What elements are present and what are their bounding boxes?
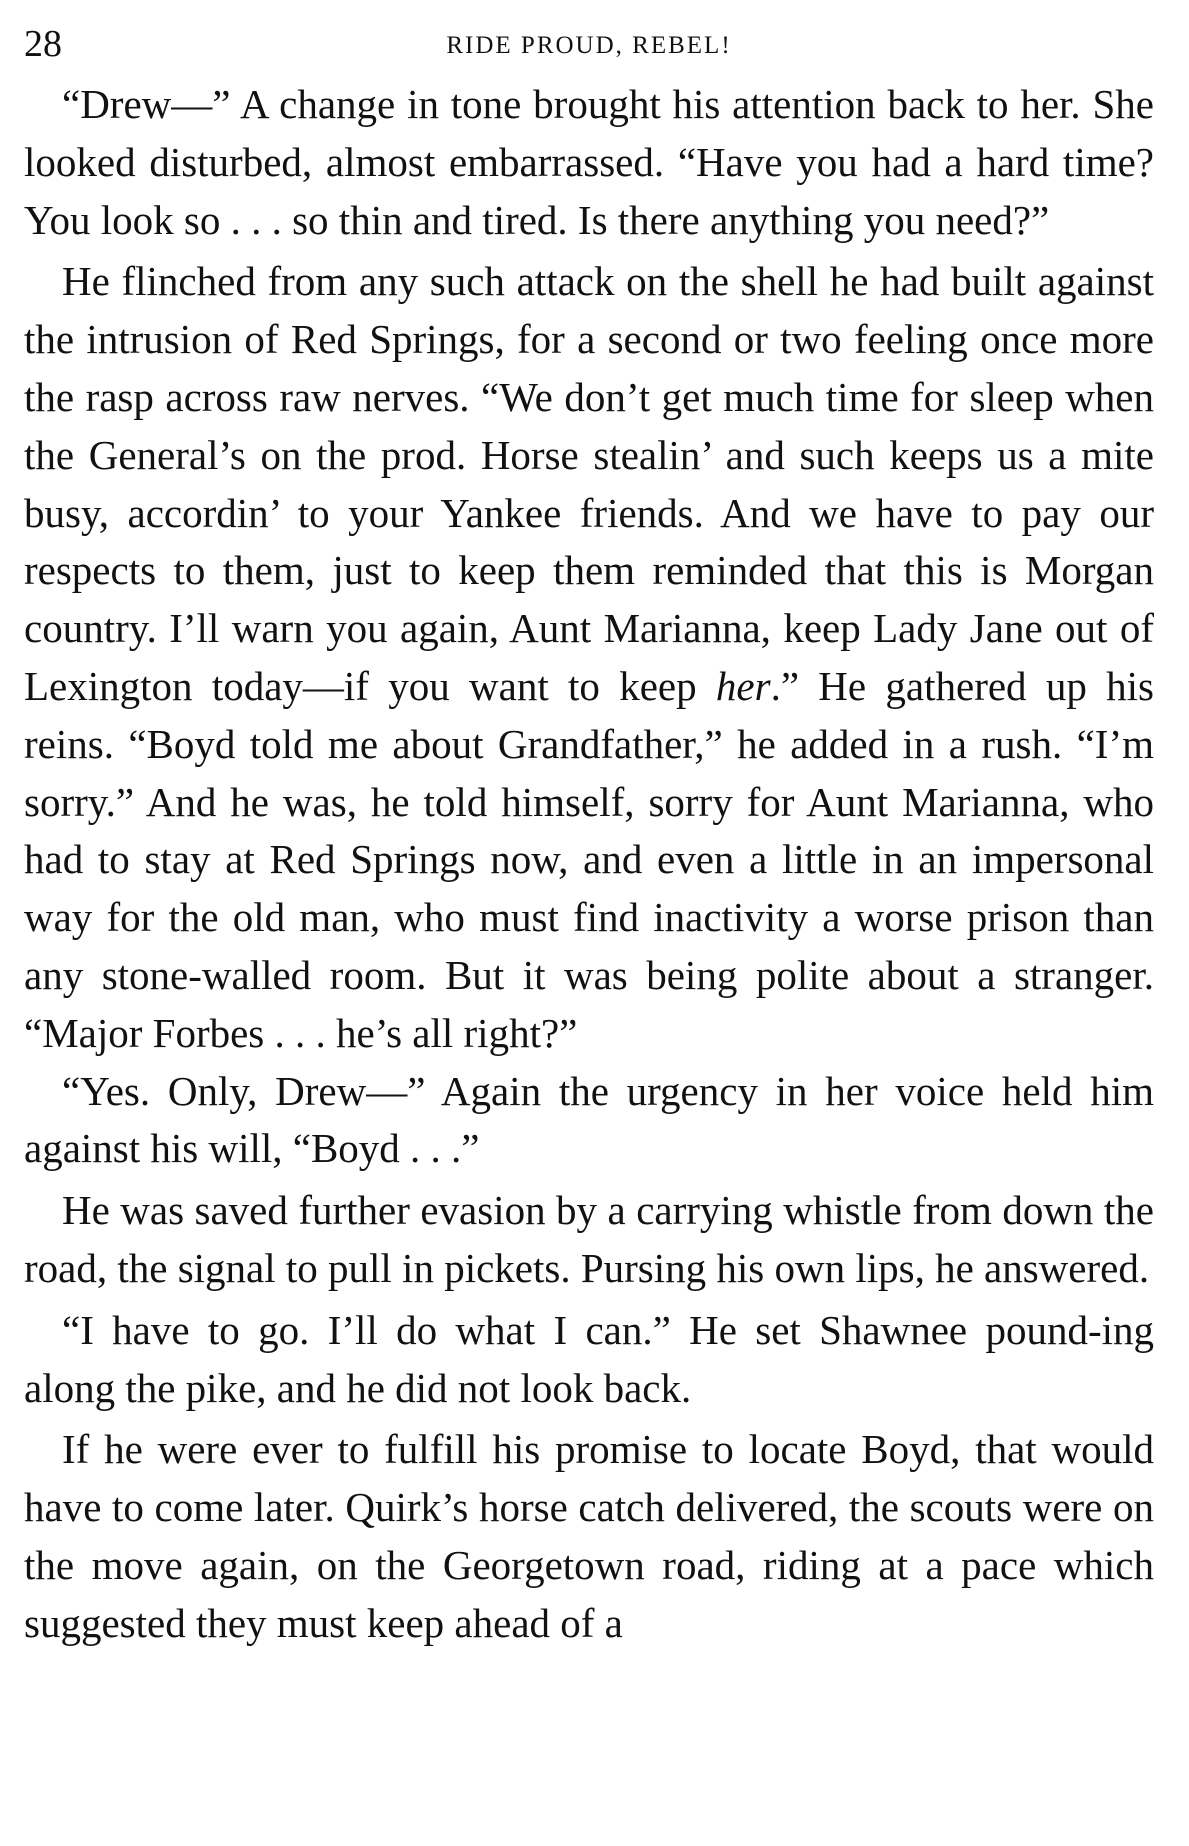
paragraph-3	[24, 1063, 1154, 1179]
running-head	[24, 18, 1154, 70]
paragraph-1	[24, 76, 1154, 249]
paragraph-5-text: “I have to go. I’ll do what I can.” He set Shawnee pound-ing along the pike, and he did not look back.	[24, 1306, 1154, 1411]
body-text	[24, 76, 1154, 1653]
paragraph-2-text-end: .” He gathered up his reins. “Boyd told me about Grandfather,” he added in a rush. “I’m sorry.” And he was, he told himself, sorry for Aunt Marianna, who had to stay at Red Springs now, and even a little in an impersonal way for the old man, who must find inactivity a worse prison than any stone-walled room. But it was being polite about a stranger. “Major Forbes . . . he’s all right?”	[24, 662, 1154, 1056]
paragraph-5	[24, 1302, 1154, 1418]
paragraph-2	[24, 253, 1154, 1062]
page-number: 28	[24, 23, 62, 65]
paragraph-4	[24, 1182, 1154, 1298]
paragraph-4-text: He was saved further evasion by a carrying whistle from down the road, the signal to pull in pickets. Pursing his own lips, he answered.	[24, 1187, 1154, 1291]
paragraph-3-text: “Yes. Only, Drew—” Again the urgency in her voice held him against his will, “Boyd . . .”	[24, 1067, 1154, 1172]
paragraph-2-text-start: He flinched from any such attack on the shell he had built against the intrusion of Red Springs, for a second or two feeling once more the rasp across raw nerves. “We don’t get much time for sleep when the General’s on the prod. Horse stealin’ and such keeps us a mite busy, accordin’ to your Yankee friends. And we have to pay our respects to them, just to keep them reminded that this is Morgan country. I’ll warn you again, Aunt Marianna, keep Lady Jane out of Lexington today—if you want to keep	[24, 258, 1154, 709]
paragraph-2-emphasis: her	[715, 662, 771, 709]
paragraph-6	[24, 1421, 1154, 1652]
paragraph-6-text: If he were ever to fulfill his promise to locate Boyd, that would have to come later. Quirk’s horse catch delivered, the scouts were on the move again, on the Georgetown road, riding at a pace which suggested they must keep ahead of a	[24, 1426, 1154, 1646]
running-title: RIDE PROUD, REBEL!	[446, 32, 732, 59]
paragraph-1-text: “Drew—” A change in tone brought his attention back to her. She looked disturbed, almost embarrassed. “Have you had a hard time? You look so . . . so thin and tired. Is there anything you need?”	[24, 81, 1154, 243]
